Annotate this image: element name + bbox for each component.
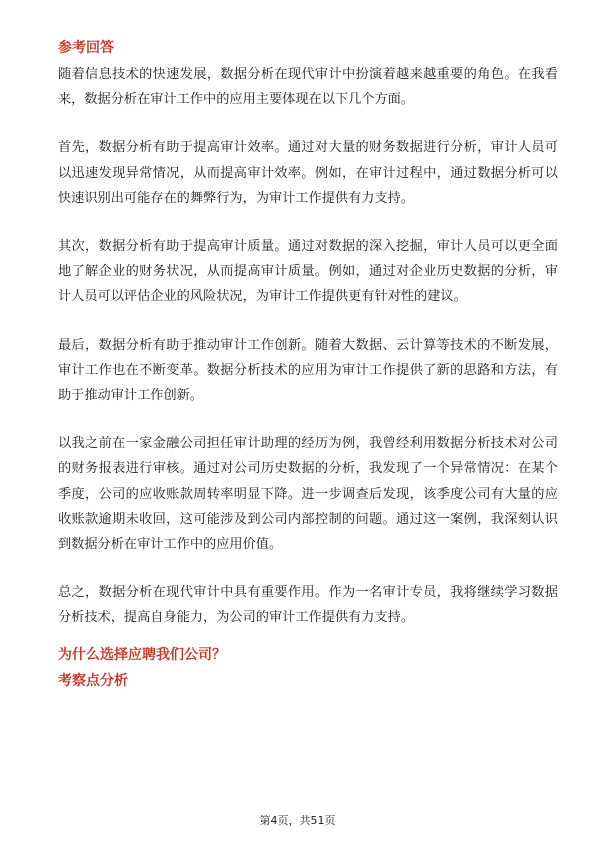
document-page	[58, 38, 558, 691]
paragraph-efficiency: 首先，数据分析有助于提高审计效率。通过对大量的财务数据进行分析，审计人员可以迅速发现异常情况，从而提高审计效率。例如，在审计过程中，通过数据分析可以快速识别出可能存在的舞弊行为，为审计工作提供有力支持。	[58, 140, 558, 206]
analysis-heading: 考察点分析	[58, 672, 128, 689]
paragraph-innovation: 最后，数据分析有助于推动审计工作创新。随着大数据、云计算等技术的不断发展，审计工作也在不断变革。数据分析技术的应用为审计工作提供了新的思路和方法，有助于推动审计工作创新。	[58, 337, 558, 404]
page-footer: 第4页，共51页	[259, 814, 336, 827]
question-heading: 为什么选择应聘我们公司？	[58, 646, 226, 663]
paragraph-intro: 随着信息技术的快速发展，数据分析在现代审计中扮演着越来越重要的角色。在我看来，数据分析在审计工作中的应用主要体现在以下几个方面。	[58, 67, 558, 108]
paragraph-quality: 其次，数据分析有助于提高审计质量。通过对数据的深入挖掘，审计人员可以更全面地了解企业的财务状况，从而提高审计质量。例如，通过对企业历史数据的分析，审计人员可以评估企业的风险状况，为审计工作提供更有针对性的建议。	[58, 239, 558, 305]
paragraph-case-study: 以我之前在一家金融公司担任审计助理的经历为例，我曾经利用数据分析技术对公司的财务报表进行审核。通过对公司历史数据的分析，我发现了一个异常情况：在某个季度，公司的应收账款周转率明显下降。进一步调查后发现，该季度公司有大量的应收账款逾期未收回，这可能涉及到公司内部控制的问题。通过这一案例，我深刻认识到数据分析在审计工作中的应用价值。	[58, 436, 558, 553]
paragraph-conclusion: 总之，数据分析在现代审计中具有重要作用。作为一名审计专员，我将继续学习数据分析技术，提高自身能力，为公司的审计工作提供有力支持。	[58, 585, 558, 626]
answer-heading: 参考回答	[58, 40, 114, 56]
